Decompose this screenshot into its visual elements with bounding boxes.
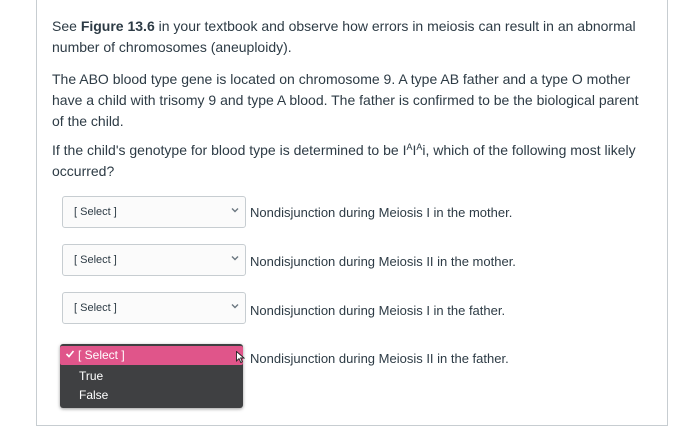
question-paragraph: If the child's genotype for blood type is determined to be $I^AI^Ai$, which of the following most likely occurred?: [52, 142, 636, 179]
scenario-paragraph: The ABO blood type gene is located on chromosome 9. A type AB father and a type O mother have a child with trisomy 9 and type A blood. The father is confirmed to be the biological parent of the child.: [52, 71, 639, 129]
select-value: [ Select ]: [74, 302, 117, 314]
chevron-down-icon: [230, 205, 240, 215]
answer-label-4: Nondisjunction during Meiosis II in the father.: [250, 351, 509, 366]
dropdown-option-false[interactable]: False: [79, 388, 109, 402]
mouse-cursor-icon: [236, 351, 245, 363]
chevron-down-icon: [230, 301, 240, 311]
chevron-down-icon: [230, 253, 240, 263]
genotype: $I^AI^Ai$: [402, 142, 426, 158]
intro-paragraph: See Figure 13.6 in your textbook and observe how errors in meiosis can result in an abnormal number of chromosomes (aneuploidy).: [52, 18, 636, 55]
answer-select-1[interactable]: [62, 196, 246, 228]
check-icon: [65, 349, 75, 359]
answer-select-3[interactable]: [62, 292, 246, 324]
dropdown-option-true[interactable]: True: [79, 369, 104, 383]
answer-label-2: Nondisjunction during Meiosis II in the mother.: [250, 254, 516, 269]
figure-reference: Figure 13.6: [80, 18, 155, 34]
select-value: [ Select ]: [74, 254, 117, 266]
answer-select-2[interactable]: [62, 244, 246, 276]
answer-label-3: Nondisjunction during Meiosis I in the father.: [250, 303, 506, 318]
answer-label-1: Nondisjunction during Meiosis I in the mother.: [250, 205, 513, 220]
answer-select-4-dropdown[interactable]: [60, 344, 243, 408]
select-value: [ Select ]: [74, 206, 117, 218]
dropdown-selected-label: [ Select ]: [78, 348, 125, 362]
dropdown-option-selected[interactable]: [60, 346, 243, 365]
